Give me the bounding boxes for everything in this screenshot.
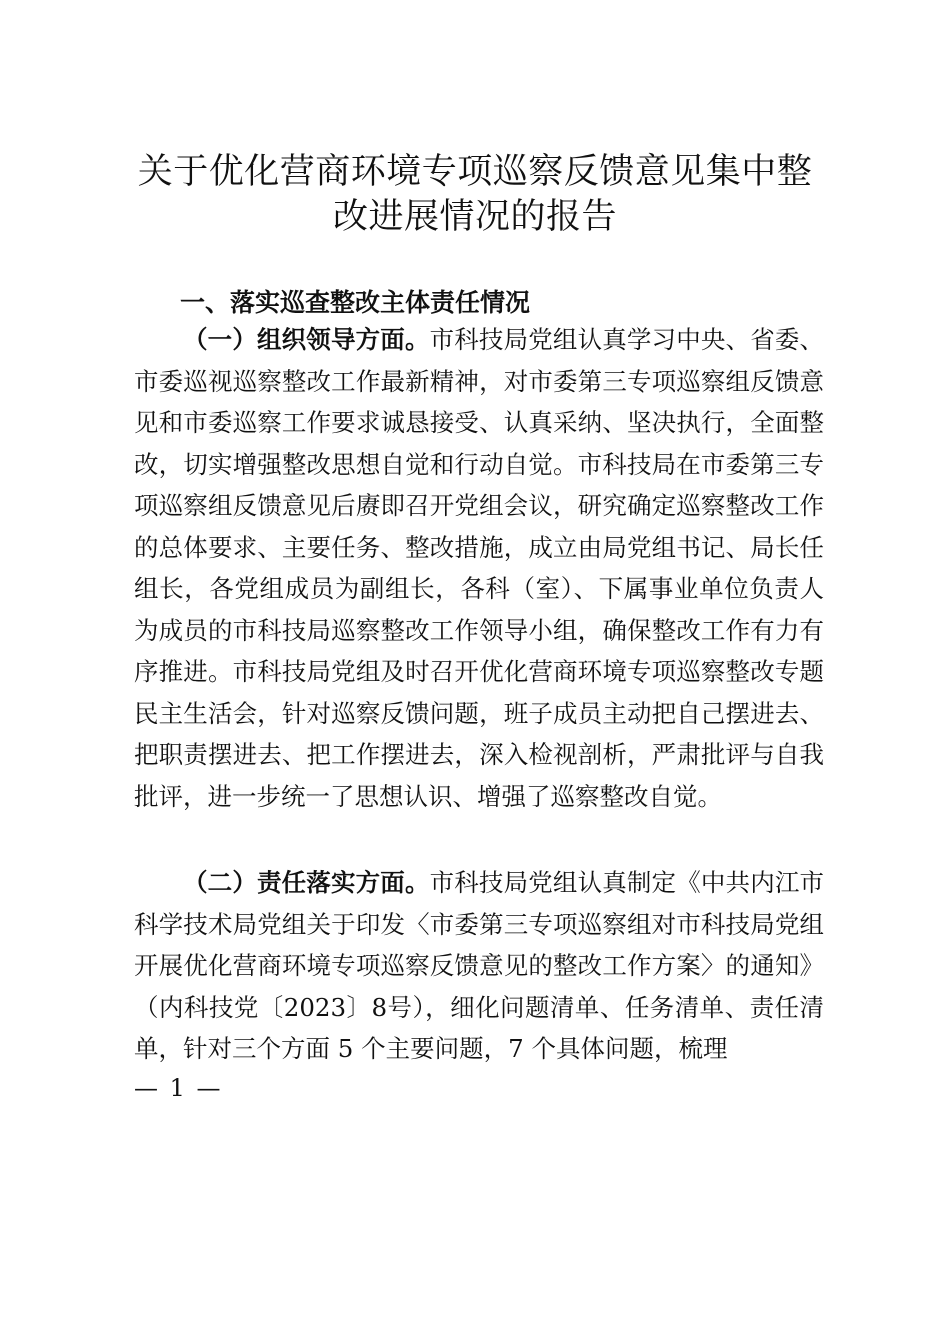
paragraph-organization-leadership: [134, 319, 824, 817]
title-line-2: 改进展情况的报告: [332, 197, 617, 237]
paragraph-lead: （一）组织领导方面。: [183, 325, 430, 354]
paragraph-body: 市科技局党组认真制定《中共内江市科学技术局党组关于印发〈市委第三专项巡察组对市科技局党组开展优化营商环境专项巡察反馈意见的整改工作方案〉的通知》（内科技党〔2023〕8号），细化问题清单、任务清单、责任清单，针对三个方面 5 个主要问题，7 个具体问题，梳理: [134, 868, 825, 1063]
document-title: [100, 150, 850, 240]
section-heading: 一、落实巡查整改主体责任情况: [180, 288, 531, 317]
title-line-1: 关于优化营商环境专项巡察反馈意见集中整: [137, 152, 813, 192]
page-number: — 1 —: [134, 1074, 223, 1102]
paragraph-body: 市科技局党组认真学习中央、省委、市委巡视巡察整改工作最新精神，对市委第三专项巡察组反馈意见和市委巡察工作要求诚恳接受、认真采纳、坚决执行，全面整改，切实增强整改思想自觉和行动自觉。市科技局在市委第三专项巡察组反馈意见后赓即召开党组会议，研究确定巡察整改工作的总体要求、主要任务、整改措施，成立由局党组书记、局长任组长，各党组成员为副组长，各科（室）、下属事业单位负责人为成员的市科技局巡察整改工作领导小组，确保整改工作有力有序推进。市科技局党组及时召开优化营商环境专项巡察整改专题民主生活会，针对巡察反馈问题，班子成员主动把自己摆进去、把职责摆进去、把工作摆进去，深入检视剖析，严肃批评与自我批评，进一步统一了思想认识、增强了巡察整改自觉。: [134, 325, 825, 811]
paragraph-lead: （二）责任落实方面。: [183, 868, 430, 897]
paragraph-responsibility: [134, 862, 824, 1070]
